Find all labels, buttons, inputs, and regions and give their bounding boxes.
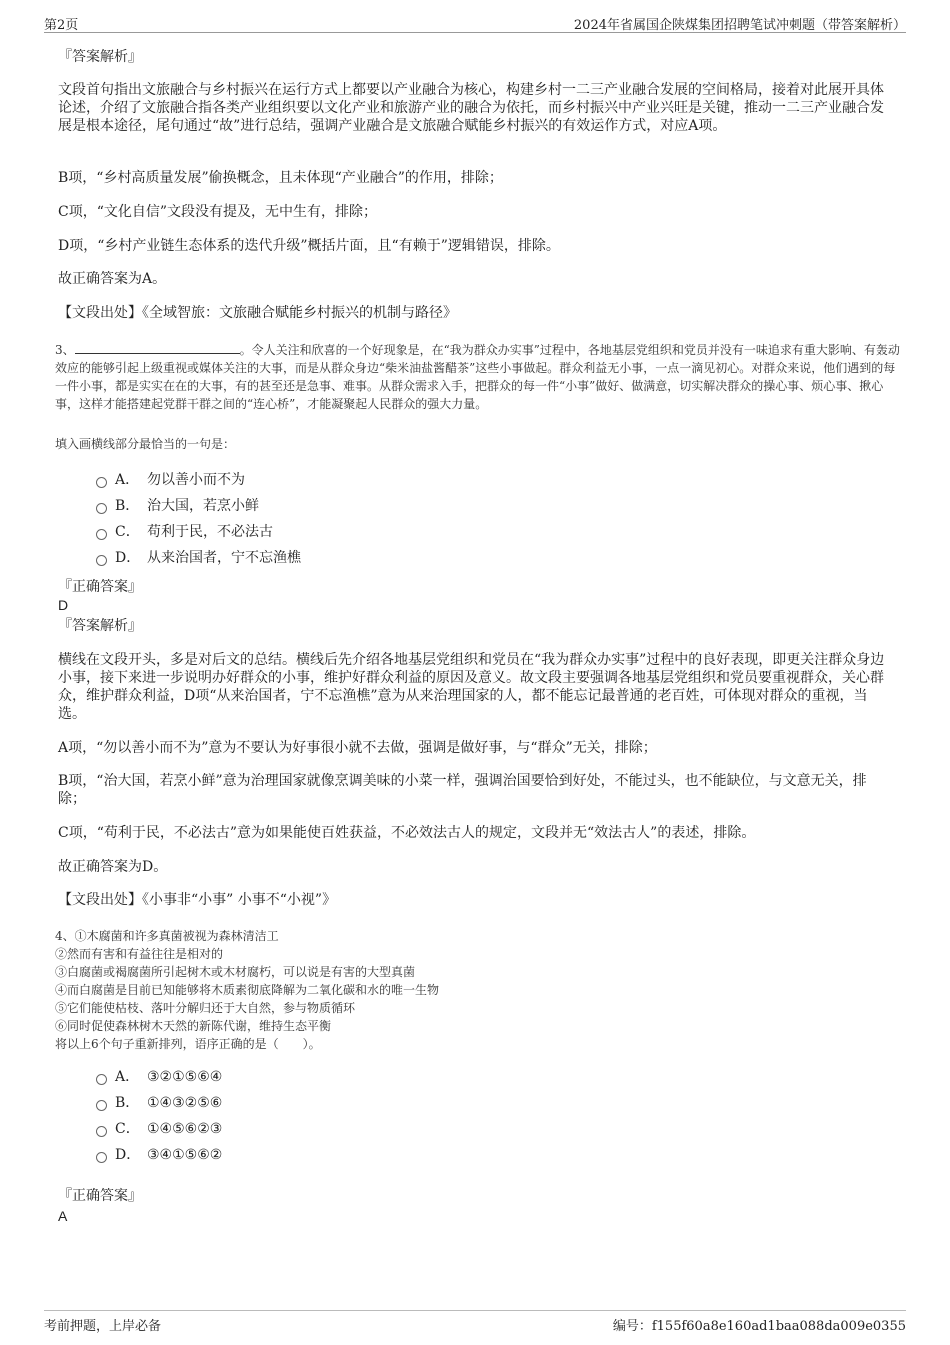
q4-option-b[interactable]: B． ①④③②⑤⑥ <box>96 1093 222 1113</box>
q4-sentence-5: ⑤它们能使枯枝、落叶分解归还于大自然，参与物质循环 <box>55 1001 356 1015</box>
q3-option-c[interactable]: C． 苟利于民，不必法古 <box>96 522 273 542</box>
q3-option-d[interactable]: D． 从来治国者，宁不忘渔樵 <box>96 548 301 568</box>
page-number: 第2页 <box>44 18 79 33</box>
q4-sentences <box>55 927 905 1053</box>
q4-sentence-2: ②然而有害和有益往往是相对的 <box>55 947 224 961</box>
q4-option-a[interactable]: A． ③②①⑤⑥④ <box>96 1067 222 1087</box>
footer-slogan: 考前押题，上岸必备 <box>44 1319 162 1334</box>
page-header <box>44 12 906 33</box>
q3-stem-text: 。令人关注和欣喜的一个好现象是，在“我为群众办实事”过程中，各地基层党组织和党员并没有一味追求有重大影响、有轰动效应的能够引起上级重视或媒体关注的大事，而是从群众身边“柴米油盐酱醋茶”这些小事做起。群众利益无小事，一点一滴见初心。对群众来说，他们遇到的每一件小事，都是实实在在的大事，有的甚至还是急事、难事。从群众需求入手，把群众的每一件“小事”做好、做满意，切实解决群众的操心事、烦心事、揪心事，这样才能搭建起党群干群之间的“连心桥”，才能凝聚起人民群众的强大力量。 <box>55 343 900 411</box>
q3-blank <box>75 341 240 354</box>
q3-analysis-b: B项，“治大国，若烹小鲜”意为治理国家就像烹调美味的小菜一样，强调治国要恰到好处，不能过头，也不能缺位，与文意无关，排除； <box>58 773 867 807</box>
q4-prompt: 将以上6个句子重新排列，语序正确的是（ ）。 <box>55 1037 321 1051</box>
q3-analysis-main: 横线在文段开头，多是对后文的总结。横线后先介绍各地基层党组织和党员在“我为群众办实事”过程中的良好表现，即更关注群众身边小事，接下来进一步说明办好群众的小事，维护好群众利益的原因及意义。故文段主要强调各地基层党组织和党员要重视群众，关心群众，维护群众利益，D项“从来治国者，宁不忘渔樵”意为从来治理国家的人，都不能忘记最普通的老百姓，可体现对群众的重视，当选。 <box>58 652 885 722</box>
q2-analysis-label: 『答案解析』 <box>58 49 142 65</box>
q3-answer-label: 『正确答案』 <box>58 579 142 595</box>
q4-answer: A <box>58 1208 68 1224</box>
q2-analysis-main: 文段首句指出文旅融合与乡村振兴在运行方式上都要以产业融合为核心，构建乡村一二三产业融合发展的空间格局，接着对此展开具体论述，介绍了文旅融合指各类产业组织要以文化产业和旅游产业的融合为依托，而乡村振兴中产业兴旺是关键，推动一二三产业融合发展是根本途径，尾句通过“故”进行总结，强调产业融合是文旅融合赋能乡村振兴的有效运作方式，对应A项。 <box>58 82 884 134</box>
q4-sentence-6: ⑥同时促使森林树木天然的新陈代谢，维持生态平衡 <box>55 1019 332 1033</box>
q2-analysis-d: D项，“乡村产业链生态体系的迭代升级”概括片面，且“有赖于”逻辑错误，排除。 <box>58 238 560 254</box>
q4-option-d[interactable]: D． ③④①⑤⑥② <box>96 1145 222 1165</box>
q3-conclusion: 故正确答案为D。 <box>58 859 168 875</box>
q4-sentence-4: ④而白腐菌是目前已知能够将木质素彻底降解为二氧化碳和水的唯一生物 <box>55 983 440 997</box>
q2-analysis-c: C项，“文化自信”文段没有提及，无中生有，排除； <box>58 204 378 220</box>
radio-icon[interactable] <box>96 555 107 566</box>
document-title: 2024年省属国企陕煤集团招聘笔试冲刺题（带答案解析） <box>573 18 906 33</box>
q3-analysis-c: C项，“苟利于民，不必法古”意为如果能使百姓获益，不必效法古人的规定，文段并无“效法古人”的表述，排除。 <box>58 825 756 841</box>
q3-answer: D <box>58 597 69 613</box>
page-footer <box>44 1310 906 1335</box>
radio-icon[interactable] <box>96 477 107 488</box>
q3-analysis-label: 『答案解析』 <box>58 618 142 634</box>
document-code: 编号：f155f60a8e160ad1baa088da009e0355 <box>612 1319 906 1334</box>
q3-source: 【文段出处】《小事非“小事” 小事不“小视”》 <box>58 892 337 908</box>
radio-icon[interactable] <box>96 503 107 514</box>
q4-sentence-1: 4、①木腐菌和许多真菌被视为森林清洁工 <box>55 929 279 943</box>
q3-option-a[interactable]: A． 勿以善小而不为 <box>96 470 245 490</box>
q3-prompt: 填入画横线部分最恰当的一句是： <box>55 437 236 451</box>
q3-number: 3、 <box>55 343 75 357</box>
q4-answer-label: 『正确答案』 <box>58 1188 142 1204</box>
q2-source: 【文段出处】《全域智旅：文旅融合赋能乡村振兴的机制与路径》 <box>58 305 457 321</box>
radio-icon[interactable] <box>96 1126 107 1137</box>
q3-stem <box>55 341 905 413</box>
q2-conclusion: 故正确答案为A。 <box>58 271 167 287</box>
radio-icon[interactable] <box>96 1074 107 1085</box>
radio-icon[interactable] <box>96 529 107 540</box>
q3-analysis-a: A项，“勿以善小而不为”意为不要认为好事很小就不去做，强调是做好事，与“群众”无关，排除； <box>58 740 657 756</box>
q2-analysis-b: B项，“乡村高质量发展”偷换概念，且未体现“产业融合”的作用，排除； <box>58 170 503 186</box>
q3-option-b[interactable]: B． 治大国，若烹小鲜 <box>96 496 259 516</box>
radio-icon[interactable] <box>96 1152 107 1163</box>
q4-option-c[interactable]: C． ①④⑤⑥②③ <box>96 1119 222 1139</box>
radio-icon[interactable] <box>96 1100 107 1111</box>
q4-sentence-3: ③白腐菌或褐腐菌所引起树木或木材腐朽，可以说是有害的大型真菌 <box>55 965 416 979</box>
